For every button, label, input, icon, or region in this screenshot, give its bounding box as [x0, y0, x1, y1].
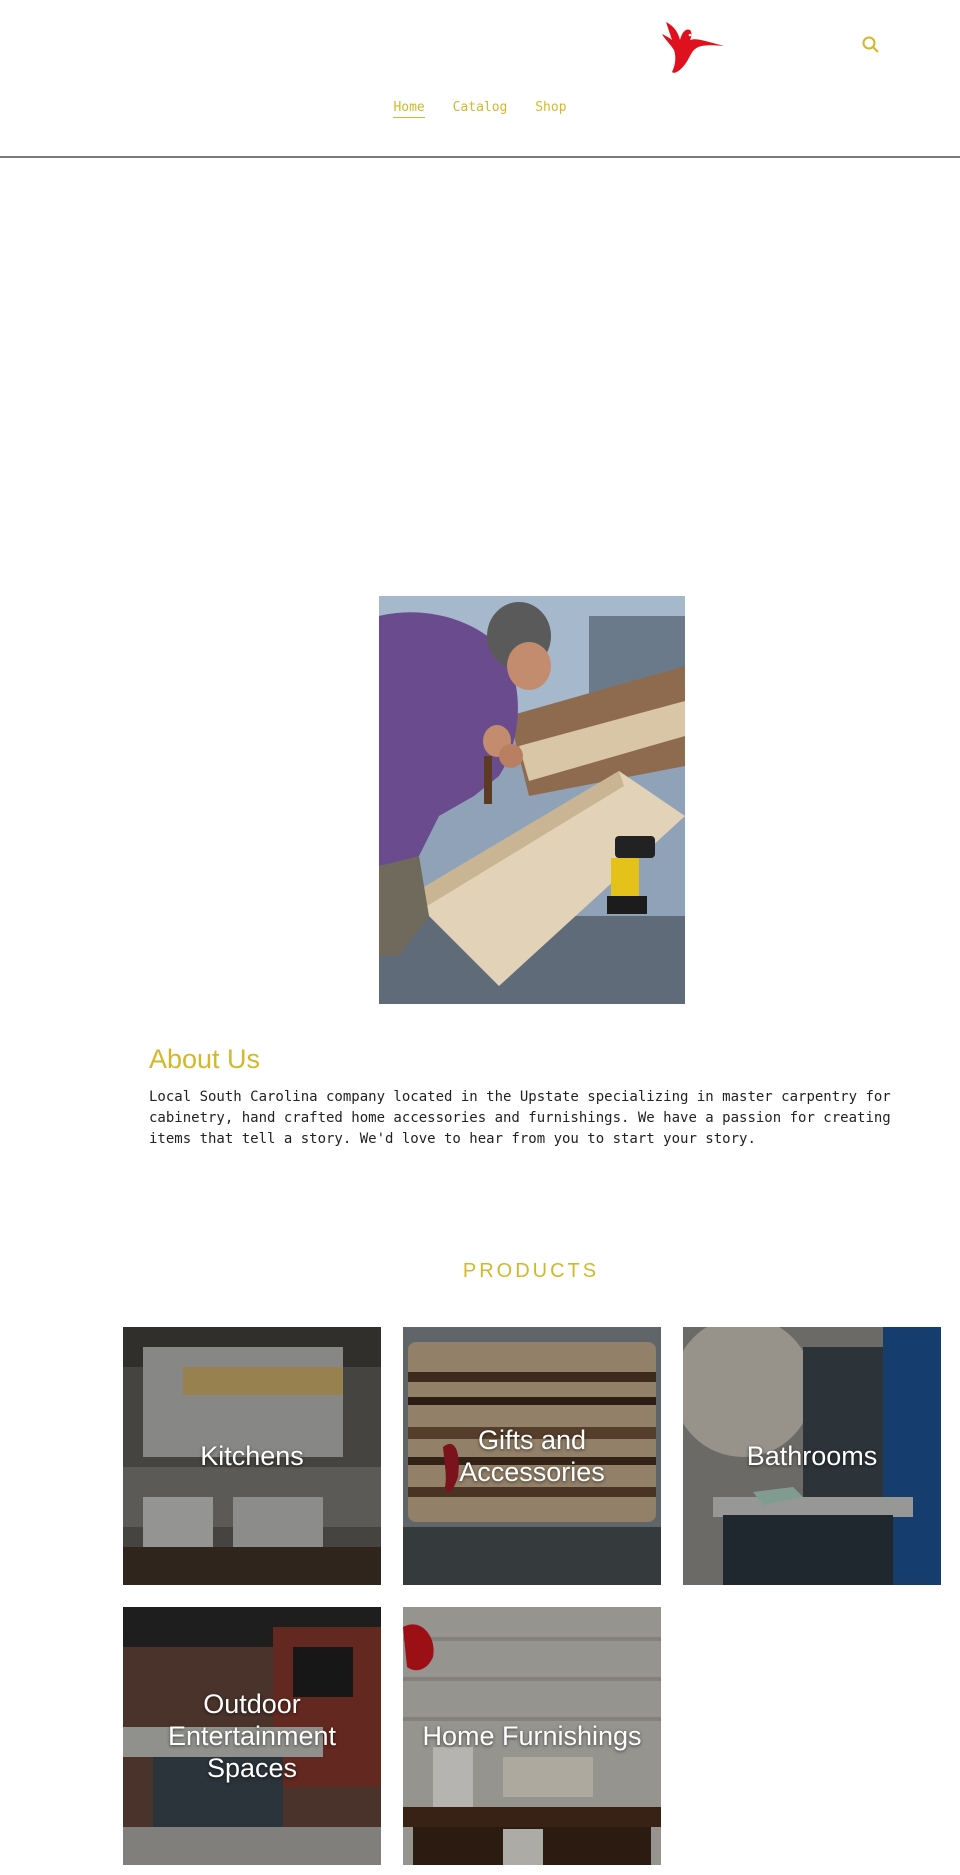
nav-catalog[interactable]: Catalog [452, 100, 508, 115]
product-tile-label: Bathrooms [746, 1441, 878, 1471]
main-nav [0, 100, 960, 115]
woodworker-photo [379, 596, 685, 1004]
about-text: Local South Carolina company located in the Upstate specializing in master carpentry for cabinetry, hand crafted home accessories and furnishings. We have a passion for creating items that tell a story. We'd love to hear from you to start your story. [149, 1089, 891, 1147]
product-tile-outdoor[interactable] [123, 1607, 381, 1865]
product-tile-label: Home Furnishings [422, 1721, 642, 1751]
nav-home[interactable]: Home [393, 100, 424, 118]
product-tile-bathrooms[interactable] [683, 1327, 941, 1585]
product-tile-gifts[interactable] [403, 1327, 661, 1585]
site-header [0, 0, 960, 158]
search-icon[interactable] [860, 34, 882, 56]
hummingbird-icon[interactable] [660, 18, 728, 82]
product-tile-home-furnishings[interactable] [403, 1607, 661, 1865]
product-tile-kitchens[interactable] [123, 1327, 381, 1585]
product-tile-label: Gifts and Accessories [459, 1425, 605, 1487]
products-title: PRODUCTS [462, 1260, 600, 1282]
nav-shop[interactable]: Shop [535, 100, 567, 115]
product-tile-label: Kitchens [200, 1441, 304, 1471]
about-title: About Us [149, 1044, 261, 1074]
product-tile-label: Outdoor Entertainment Spaces [167, 1689, 337, 1783]
